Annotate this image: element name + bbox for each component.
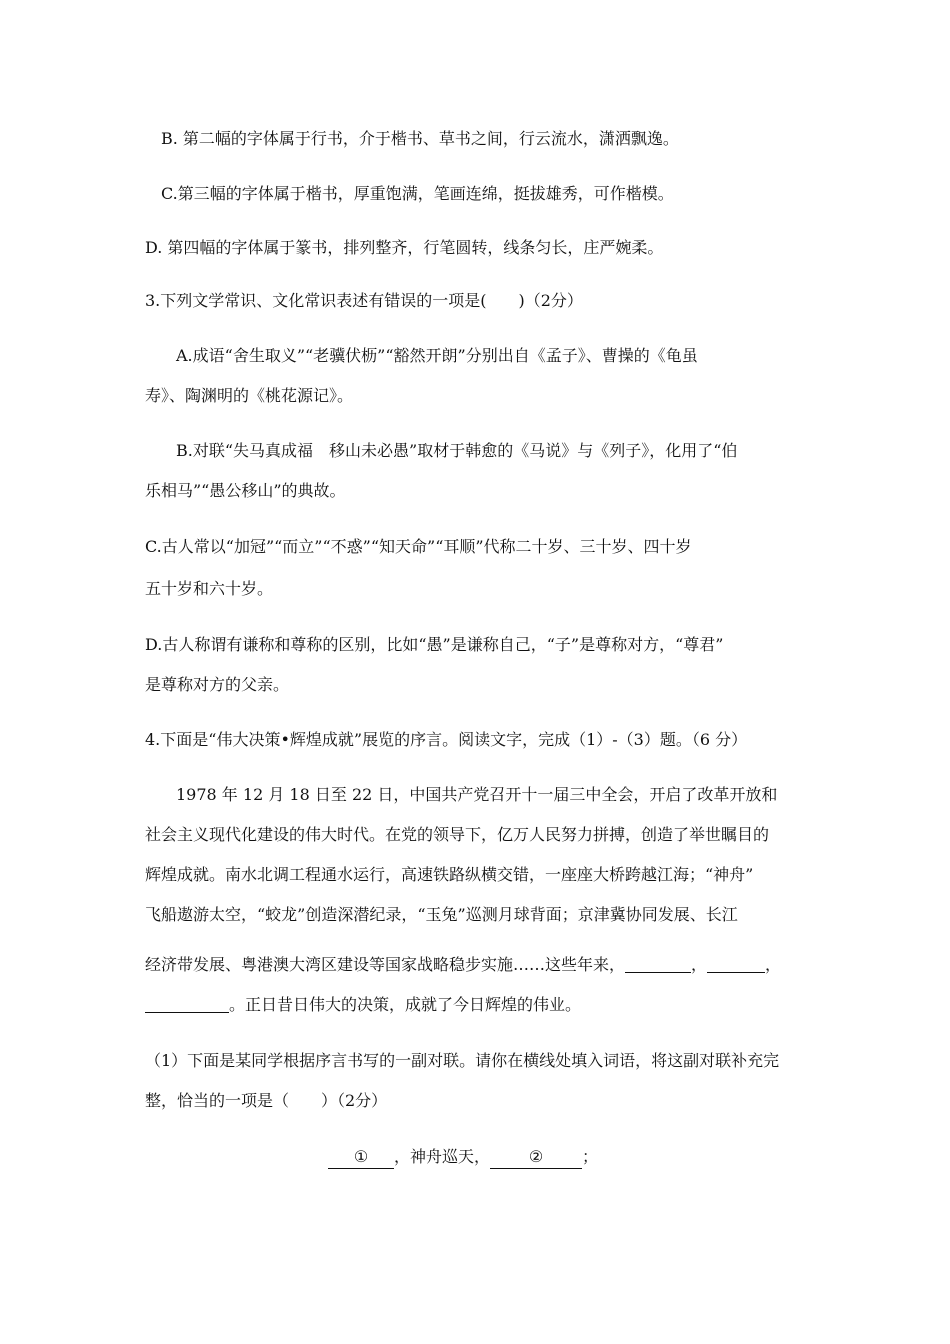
q2-option-b: B. 第二幅的字体属于行书，介于楷书、草书之间，行云流水，潇洒飘逸。: [161, 129, 679, 148]
q4-sub1-line2: 整，恰当的一项是（ ）（2分）: [145, 1091, 388, 1110]
q3-option-b-line2: 乐相马”“愚公移山”的典故。: [145, 481, 346, 500]
couplet-line: [328, 1146, 598, 1169]
q3-option-a-line2: 寿》、陶渊明的《桃花源记》。: [145, 386, 354, 405]
q3-option-a-line1: A.成语“舍生取义”“老骥伏枥”“豁然开朗”分别出自《孟子》、曹操的《龟虽: [176, 346, 698, 365]
q3-option-c-line1: C.古人常以“加冠”“而立”“不惑”“知天命”“耳顺”代称二十岁、三十岁、四十岁: [145, 537, 692, 556]
q2-option-c: C.第三幅的字体属于楷书，厚重饱满，笔画连绵，挺拔雄秀，可作楷模。: [161, 184, 674, 203]
separator: ，: [765, 955, 782, 974]
q4-passage-line6: [145, 994, 581, 1016]
q4-stem: 4.下面是“伟大决策•辉煌成就”展览的序言。阅读文字，完成（1）-（3）题。（6 分）: [145, 730, 748, 749]
q4-passage-line2: 社会主义现代化建设的伟大时代。在党的领导下，亿万人民努力拼搏，创造了举世瞩目的: [145, 825, 770, 844]
couplet-blank-2[interactable]: ②: [490, 1146, 582, 1169]
q2-option-d: D. 第四幅的字体属于篆书，排列整齐，行笔圆转，线条匀长，庄严婉柔。: [145, 238, 664, 257]
separator: ，: [691, 955, 708, 974]
fill-blank-1[interactable]: [625, 956, 691, 973]
couplet-end: ；: [582, 1147, 599, 1166]
q4-passage-line3: 辉煌成就。南水北调工程通水运行，高速铁路纵横交错，一座座大桥跨越江海；“神舟”: [145, 865, 754, 884]
q3-option-d-line1: D.古人称谓有谦称和尊称的区别，比如“愚”是谦称自己，“子”是尊称对方，“尊君”: [145, 635, 724, 654]
q4-passage-line5: [145, 954, 781, 976]
fill-blank-3[interactable]: [145, 996, 229, 1013]
q3-option-b-line1: B.对联“失马真成福 移山未必愚”取材于韩愈的《马说》与《列子》，化用了“伯: [176, 441, 738, 460]
passage-text: 经济带发展、粤港澳大湾区建设等国家战略稳步实施……这些年来，: [145, 955, 626, 974]
q3-option-d-line2: 是尊称对方的父亲。: [145, 675, 290, 694]
q4-sub1-line1: （1）下面是某同学根据序言书写的一副对联。请你在横线处填入词语，将这副对联补充完: [145, 1051, 780, 1070]
q4-passage-line1: 1978 年 12 月 18 日至 22 日，中国共产党召开十一届三中全会，开启了改革开放和: [176, 785, 778, 804]
couplet-middle-text: ，神舟巡天，: [394, 1147, 491, 1166]
fill-blank-2[interactable]: [707, 956, 765, 973]
passage-text: 。正日昔日伟大的决策，成就了今日辉煌的伟业。: [229, 995, 582, 1014]
couplet-blank-1[interactable]: ①: [328, 1146, 394, 1169]
q3-option-c-line2: 五十岁和六十岁。: [145, 579, 274, 598]
q4-passage-line4: 飞船遨游太空，“蛟龙”创造深潜纪录，“玉兔”巡测月球背面；京津冀协同发展、长江: [145, 905, 738, 924]
q3-stem: 3.下列文学常识、文化常识表述有错误的一项是( )（2分）: [145, 291, 583, 310]
